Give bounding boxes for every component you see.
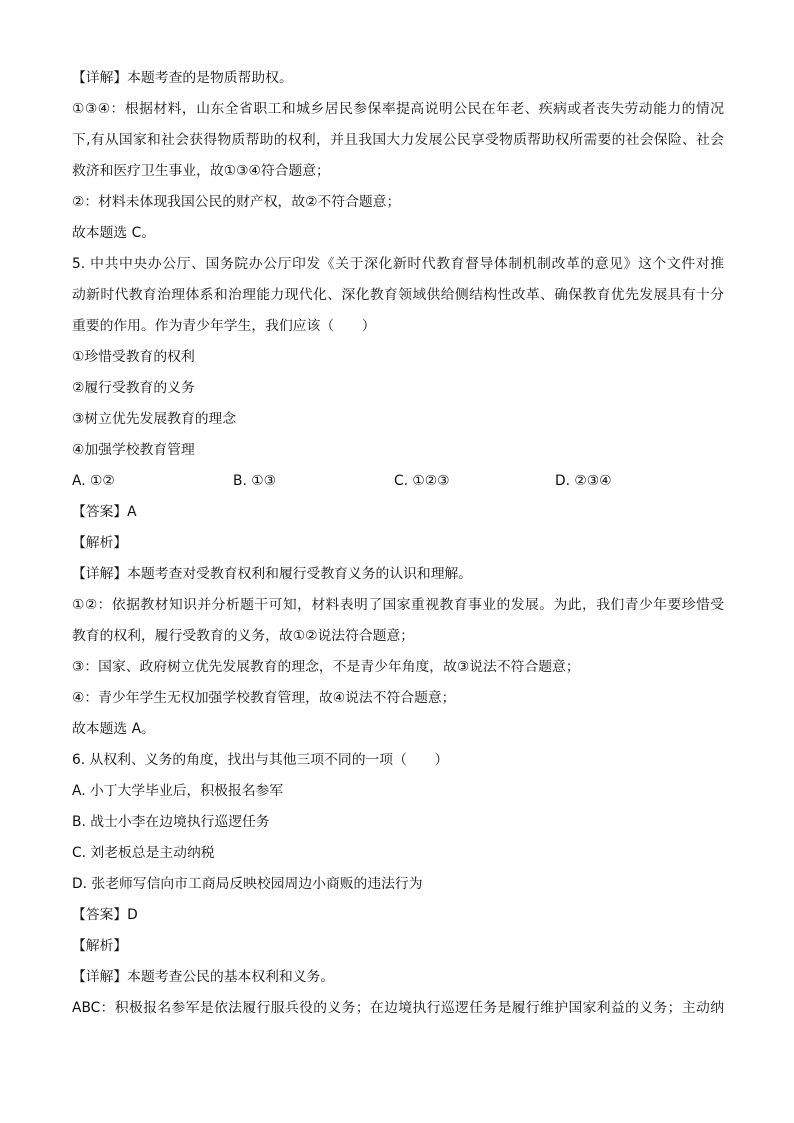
text-line: ②：材料未体现我国公民的财产权，故②不符合题意； — [72, 194, 401, 210]
statement-item: ④加强学校教育管理 — [72, 442, 195, 458]
statement-item: ①珍惜受教育的权利 — [72, 349, 195, 365]
analysis-label: 【解析】 — [72, 535, 128, 551]
document-body — [72, 63, 724, 1024]
option-b: B. 战士小李在边境执行巡逻任务 — [72, 814, 270, 830]
text-line: ④：青少年学生无权加强学校教育管理，故④说法不符合题意； — [72, 690, 456, 706]
answer-label: 【答案】D — [72, 907, 138, 923]
option-c: C. ①②③ — [394, 473, 450, 489]
text-line: 故本题选 C。 — [72, 225, 156, 241]
question-5-stem: 5. 中共中央办公厅、国务院办公厅印发《关于深化新时代教育督导体制机制改革的意见》这个文件对推 — [72, 256, 724, 272]
text-line: 【详解】本题考查的是物质帮助权。 — [72, 70, 293, 86]
option-a: A. ①② — [72, 473, 115, 489]
question-5-stem: 重要的作用。作为青少年学生，我们应该（ ） — [72, 318, 376, 334]
answer-label: 【答案】A — [72, 504, 137, 520]
option-c: C. 刘老板总是主动纳税 — [72, 845, 215, 861]
question-6-stem: 6. 从权利、义务的角度，找出与其他三项不同的一项（ ） — [72, 752, 449, 768]
statement-item: ②履行受教育的义务 — [72, 380, 195, 396]
question-5-stem: 动新时代教育治理体系和治理能力现代化、深化教育领域供给侧结构性改革、确保教育优先发展具有十分 — [72, 287, 724, 303]
option-d: D. 张老师写信向市工商局反映校园周边小商贩的违法行为 — [72, 876, 423, 892]
text-line: 下,有从国家和社会获得物质帮助的权利，并且我国大力发展公民享受物质帮助权所需要的社会保险、社会 — [72, 132, 724, 148]
text-line: 【详解】本题考查对受教育权利和履行受教育义务的认识和理解。 — [72, 566, 473, 582]
text-line: ①②：依据教材知识并分析题干可知，材料表明了国家重视教育事业的发展。为此，我们青少年要珍惜受 — [72, 597, 724, 613]
option-b: B. ①③ — [233, 473, 276, 489]
text-line: 教育的权利，履行受教育的义务，故①②说法符合题意； — [72, 628, 415, 644]
text-line: ABC：积极报名参军是依法履行服兵役的义务；在边境执行巡逻任务是履行维护国家利益的义务；主动纳 — [72, 1000, 724, 1016]
option-a: A. 小丁大学毕业后，积极报名参军 — [72, 783, 284, 799]
text-line: ①③④：根据材料，山东全省职工和城乡居民参保率提高说明公民在年老、疾病或者丧失劳动能力的情况 — [72, 101, 724, 117]
option-d: D. ②③④ — [555, 473, 612, 489]
analysis-label: 【解析】 — [72, 938, 128, 954]
text-line: 【详解】本题考查公民的基本权利和义务。 — [72, 969, 335, 985]
statement-item: ③树立优先发展教育的理念 — [72, 411, 237, 427]
text-line: 故本题选 A。 — [72, 721, 155, 737]
text-line: 救济和医疗卫生事业，故①③④符合题意； — [72, 163, 330, 179]
text-line: ③：国家、政府树立优先发展教育的理念，不是青少年角度，故③说法不符合题意； — [72, 659, 580, 675]
answer-options — [72, 466, 724, 497]
